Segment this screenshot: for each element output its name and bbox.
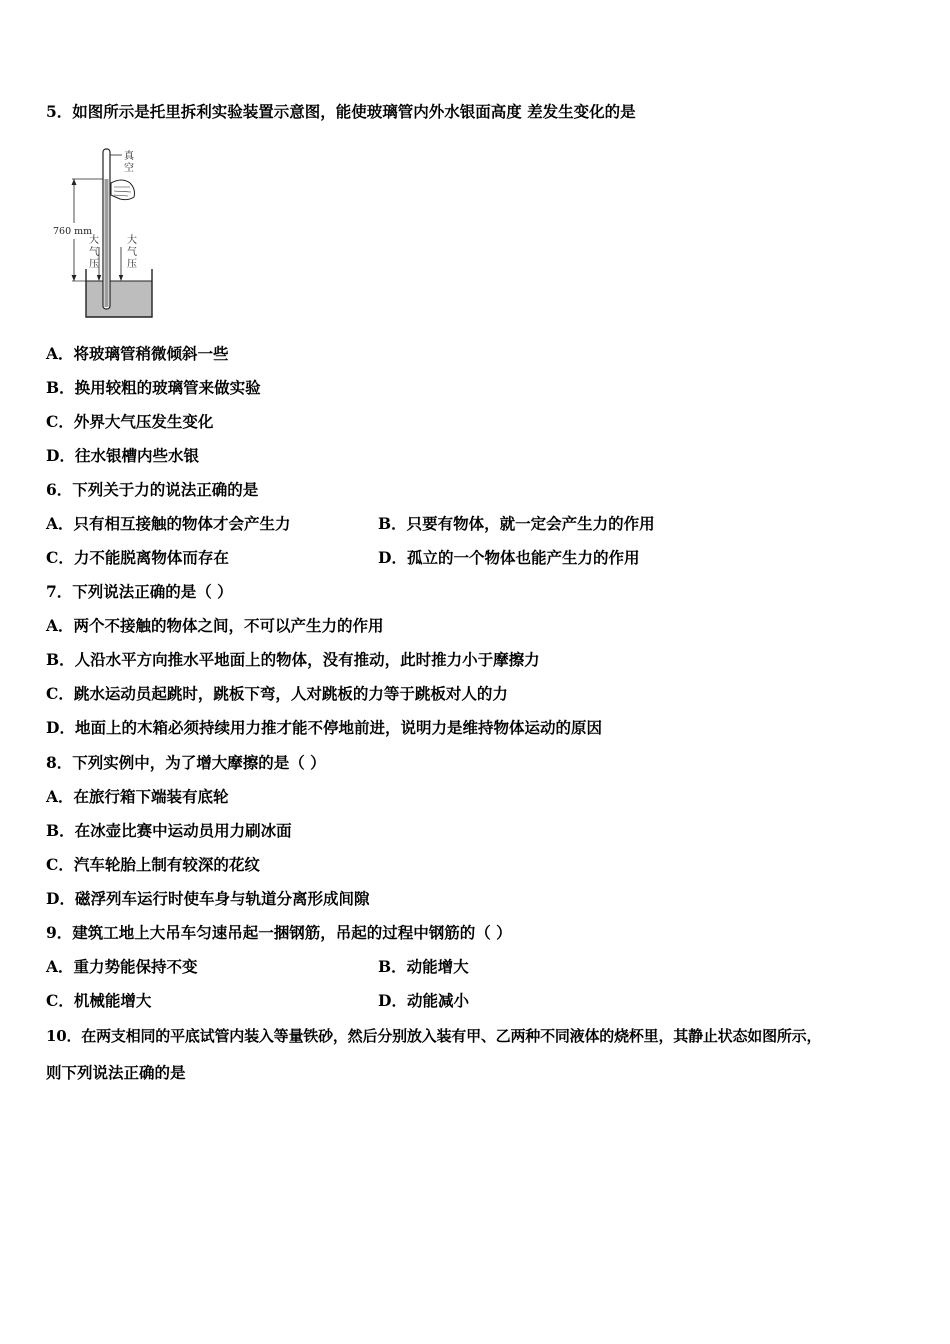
label-left-3: 压 xyxy=(89,259,99,270)
label-right-1: 大 xyxy=(127,235,137,246)
q8-stem: 8．下列实例中，为了增大摩擦的是（ ） xyxy=(46,753,326,772)
q8-option-a: A．在旅行箱下端装有底轮 xyxy=(46,787,229,806)
q6-option-c: C．力不能脱离物体而存在 xyxy=(46,548,229,567)
label-right-3: 压 xyxy=(127,259,137,270)
q9-stem: 9．建筑工地上大吊车匀速吊起一捆钢筋，吊起的过程中钢筋的（ ） xyxy=(46,923,512,942)
q5-stem: 5．如图所示是托里拆利实验装置示意图，能使玻璃管内外水银面高度 差发生变化的是 xyxy=(46,102,636,121)
q9-option-a: A．重力势能保持不变 xyxy=(46,957,198,976)
q8-option-b: B．在冰壶比赛中运动员用力刷冰面 xyxy=(46,821,292,840)
q10-stem-line2: 则下列说法正确的是 xyxy=(46,1063,186,1082)
q6-option-b: B．只要有物体，就一定会产生力的作用 xyxy=(378,514,655,533)
torricelli-apparatus-figure xyxy=(50,143,160,321)
q6-option-d: D．孤立的一个物体也能产生力的作用 xyxy=(378,548,640,567)
q8-option-c: C．汽车轮胎上制有较深的花纹 xyxy=(46,855,260,874)
q7-option-a: A．两个不接触的物体之间，不可以产生力的作用 xyxy=(46,616,384,635)
label-vacuum-2: 空 xyxy=(124,163,134,174)
label-left-2: 气 xyxy=(89,247,99,258)
label-left-1: 大 xyxy=(89,235,99,246)
q9-option-b: B．动能增大 xyxy=(378,957,469,976)
label-right-2: 气 xyxy=(127,247,137,258)
q6-option-a: A．只有相互接触的物体才会产生力 xyxy=(46,514,291,533)
q8-option-d: D．磁浮列车运行时使车身与轨道分离形成间隙 xyxy=(46,889,370,908)
q7-option-c: C．跳水运动员起跳时，跳板下弯，人对跳板的力等于跳板对人的力 xyxy=(46,684,508,703)
q7-option-b: B．人沿水平方向推水平地面上的物体，没有推动，此时推力小于摩擦力 xyxy=(46,650,540,669)
q9-option-d: D．动能减小 xyxy=(378,991,469,1010)
label-760mm: 760 mm xyxy=(53,226,93,237)
q6-stem: 6．下列关于力的说法正确的是 xyxy=(46,480,259,499)
q7-stem: 7．下列说法正确的是（ ） xyxy=(46,582,233,601)
q5-option-d: D．往水银槽内些水银 xyxy=(46,446,199,465)
q5-option-c: C．外界大气压发生变化 xyxy=(46,412,214,431)
q7-option-d: D．地面上的木箱必须持续用力推才能不停地前进，说明力是维持物体运动的原因 xyxy=(46,718,602,737)
q5-option-b: B．换用较粗的玻璃管来做实验 xyxy=(46,378,261,397)
label-vacuum-1: 真 xyxy=(124,151,134,162)
q9-option-c: C．机械能增大 xyxy=(46,991,152,1010)
q5-option-a: A．将玻璃管稍微倾斜一些 xyxy=(46,344,229,363)
q10-stem-line1: 10．在两支相同的平底试管内装入等量铁砂，然后分别放入装有甲、乙两种不同液体的烧杯里，其静止状态如图所示， xyxy=(46,1027,822,1045)
